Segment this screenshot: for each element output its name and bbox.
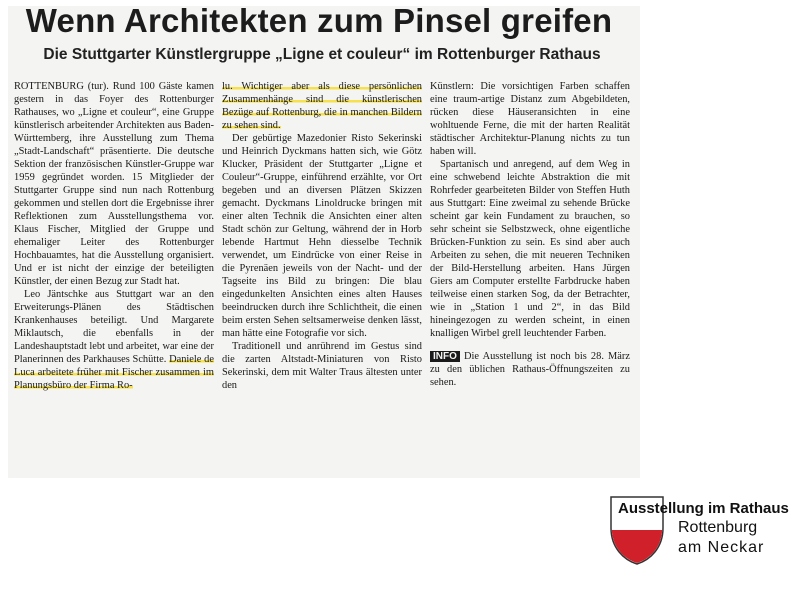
logo-title: Ausstellung im Rathaus — [618, 500, 789, 517]
info-text: Die Ausstellung ist noch bis 28. März zu den üblichen Rathaus-Öffnungszeiten zu sehen. — [430, 351, 630, 389]
logo-region: am Neckar — [678, 539, 765, 556]
column-2-paragraph-2: Der gebürtige Mazedonier Risto Sekerinski und Heinrich Dyckmans hatten sich, wie Götz Klucker, Präsident der Stuttgarter „Ligne et Couleur“-Gruppe, einführend erzählte, vor Ort begeben und an diversen Plätzen Skizzen gemacht. Dyckmans Linoldrucke bringen mit einer alten Technik die Ansichten einer alten Stadt schön zur Geltung, während der in Horb lebende Hartmut Hehn diesselbe Technik verwendet, um Eindrücke von einer Reise in die Pyrenäen jeweils von der Nacht- und der Tagseite ins Bild zu bringen: Die blau eingedunkelten Ansichten eines alten Hauses beeindrucken durch ihre Schlichtheit, die einen beim ersten Sehen seltsamerweise denken lässt, man hätte eine Fotografie vor sich. — [222, 133, 422, 340]
exhibition-logo — [608, 494, 798, 584]
column-1-paragraph-2 — [14, 288, 214, 392]
column-2-paragraph-3: Traditionell und anrührend im Gestus sind die zarten Altstadt-Miniaturen von Risto Sekerinski, dem mit Walter Traus ältesten unter den — [222, 341, 422, 392]
highlighted-passage: lu. Wichtiger aber als diese persönlichen Zusammenhänge sind die künstlerischen Bezüge auf Rottenburg, die in manchen Bildern zu sehen sind. — [222, 81, 422, 132]
column-1-paragraph-1: ROTTENBURG (tur). Rund 100 Gäste kamen gestern in das Foyer des Rottenburger Rathauses, wo „Ligne et couleur“, eine Gruppe künstlerisch arbeitender Architekten aus Baden-Württemberg, ihre Ausstellung zum Thema „Stadt-Landschaft“ präsentierte. Die deutsche Sektion der französischen Künstler-Gruppe war 1959 gegründet worden. 15 Mitglieder der Stuttgarter Gruppe sind nun nach Rottenburg gekommen und stellen dort die Ergebnisse ihrer Reflektionen zum Ausstellungsthema vor. Klaus Fischer, Mitglied der Gruppe und ehemaliger Leiter des Rottenburger Hochbauamtes, hat die Ausstellung organisiert. Und er ist nicht der einzige der beteiligten Künstler, der einen Bezug zur Stadt hat. — [14, 81, 214, 288]
article-headline: Wenn Architekten zum Pinsel greifen — [25, 2, 613, 39]
article-subhead: Die Stuttgarter Künstlergruppe „Ligne et couleur“ im Rottenburger Rathaus — [43, 46, 601, 63]
column-2-paragraph-1 — [222, 80, 422, 132]
column-3-paragraph-1: Künstlern: Die vorsichtigen Farben schaffen eine traum-artige Distanz zum Abgebildeten, rücken diese Häuseransichten in eine wohltuende Ferne, die mit der harten Realität städtischer Architektur-Planung nichts zu tun haben will. — [430, 81, 630, 158]
logo-city: Rottenburg — [678, 519, 758, 536]
info-label: INFO — [430, 351, 460, 362]
article-column-1 — [14, 80, 214, 392]
article-column-2 — [222, 80, 422, 392]
info-box — [430, 350, 630, 389]
highlighted-passage: Daniele de Luca arbeitete früher mit Fischer zusammen im Planungsbüro der Firma Ro- — [14, 354, 214, 392]
article-column-3 — [430, 80, 630, 389]
column-3-paragraph-2: Spartanisch und anregend, auf dem Weg in eine schwebend leichte Abstraktion die mit Rohrfeder gearbeiteten Bilder von Steffen Huth aus Stuttgart: Eine zweimal zu sehende Brücke scheint gar kein Fundament zu brauchen, so sehr scheint sie Selbstzweck, ohne eigentliche Brücken-Funktion zu sein. Es sind aber auch Arbeiten zu sehen, die mit neueren Techniken der Bild-Herstellung arbeiten. Hans Jürgen Giers am Computer erstellte Farbdrucke haben teilweise einen starken Sog, da der Betrachter, wie in „Station 1 und 2“, in das Bild hineingezogen zu werden scheint, in einen knalligen Wirbel grell leuchtender Farben. — [430, 159, 630, 340]
column-1-paragraph-2-text: Leo Jäntschke aus Stuttgart war an den Erweiterungs-Plänen des Städtischen Krankenhauses beteiligt. Und Margarete Miklautsch, die ebenfalls in der Landeshauptstadt lebt und arbeitet, war eine der Planerinnen des Parkhauses Schütte. — [14, 289, 214, 366]
